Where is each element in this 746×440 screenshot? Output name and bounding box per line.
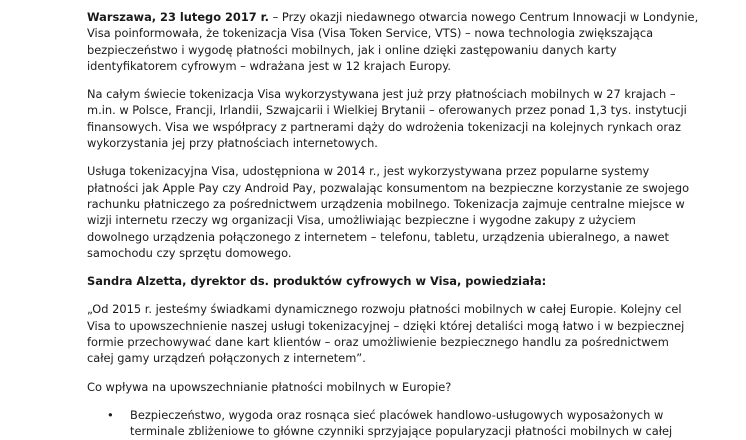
paragraph-question xyxy=(87,379,677,395)
text-line: Usługa tokenizacyjna Visa, udostępniona w 2014 r., jest wykorzystywana przez popularne systemy xyxy=(87,164,650,179)
bullet-line: Bezpieczeństwo, wygoda oraz rosnąca sieć placówek handlowo-usługowych wyposażonych w xyxy=(130,407,664,422)
text-line: samochodu czy sprzętu domowego. xyxy=(87,245,292,260)
press-release-document xyxy=(87,9,699,440)
intro-line: bezpieczeństwo i wygodę płatności mobilnych, jak i online dzięki zastępowaniu danych karty xyxy=(87,42,617,57)
speaker-heading xyxy=(87,273,677,289)
intro-line-text: – Przy okazji niedawnego otwarcia nowego Centrum Innowacji w Londynie, xyxy=(269,10,699,24)
question-line: Co wpływa na upowszechnianie płatności mobilnych w Europie? xyxy=(87,379,452,394)
speaker-line: Sandra Alzetta, dyrektor ds. produktów cyfrowych w Visa, powiedziała: xyxy=(87,274,547,289)
text-line: rachunku płatniczego za pośrednictwem urządzenia mobilnego. Tokenizacja zajmuje centralne miejsce w xyxy=(87,196,685,211)
text-line: wizji internetu rzeczy wg organizacji Visa, umożliwiając bezpieczne i wygodne zakupy z użyciem xyxy=(87,213,636,228)
text-line: m.in. w Polsce, Francji, Irlandii, Szwajcarii i Wielkiej Brytanii – oferowanych przez ponad 1,3 tys. instytucji xyxy=(87,103,687,118)
bullet-list-item xyxy=(87,407,677,440)
intro-line xyxy=(87,9,699,25)
quote-line: „Od 2015 r. jesteśmy świadkami dynamicznego rozwoju płatności mobilnych w całej Europie. Kolejny cel xyxy=(87,302,682,317)
dateline: Warszawa, 23 lutego 2017 r. xyxy=(87,10,269,24)
text-line: płatności jak Apple Pay czy Android Pay, pozwalając konsumentom na bezpieczne korzystanie ze swojego xyxy=(87,180,690,195)
text-line: wykorzystania jej przy płatnościach internetowych. xyxy=(87,136,378,151)
paragraph-quote xyxy=(87,301,685,366)
bullet-line: terminale zbliżeniowe to główne czynniki sprzyjające popularyzacji płatności mobilnych w całej xyxy=(130,424,673,439)
quote-line: formie przechowywać dane kart klientów – oraz umożliwienie bezpiecznego handlu za pośrednictwem xyxy=(87,335,669,350)
text-line: dowolnego urządzenia połączonego z internetem – telefonu, tabletu, urządzenia ubieralnego, a nawet xyxy=(87,229,669,244)
text-line: finansowych. Visa we współpracy z partnerami dąży do wdrożenia tokenizacji na kolejnych rynkach oraz xyxy=(87,119,681,134)
paragraph-service-description xyxy=(87,163,690,261)
intro-line: Visa poinformowała, że tokenizacja Visa (Visa Token Service, VTS) – nowa technologia zwiększająca xyxy=(87,26,654,41)
bullet-marker: • xyxy=(107,407,114,422)
text-line: Na całym świecie tokenizacja Visa wykorzystywana jest już przy płatnościach mobilnych w 27 krajach – xyxy=(87,87,676,102)
paragraph-intro xyxy=(87,9,699,74)
paragraph-global-usage xyxy=(87,86,687,151)
quote-line: Visa to upowszechnienie naszej usługi tokenizacyjnej – dzięki której detaliści mogą łatwo i w bezpiecznej xyxy=(87,318,685,333)
quote-line: całej gamy urządzeń połączonych z internetem”. xyxy=(87,351,366,366)
intro-line: identyfikatorem cyfrowym – wdrażana jest w 12 krajach Europy. xyxy=(87,58,452,73)
